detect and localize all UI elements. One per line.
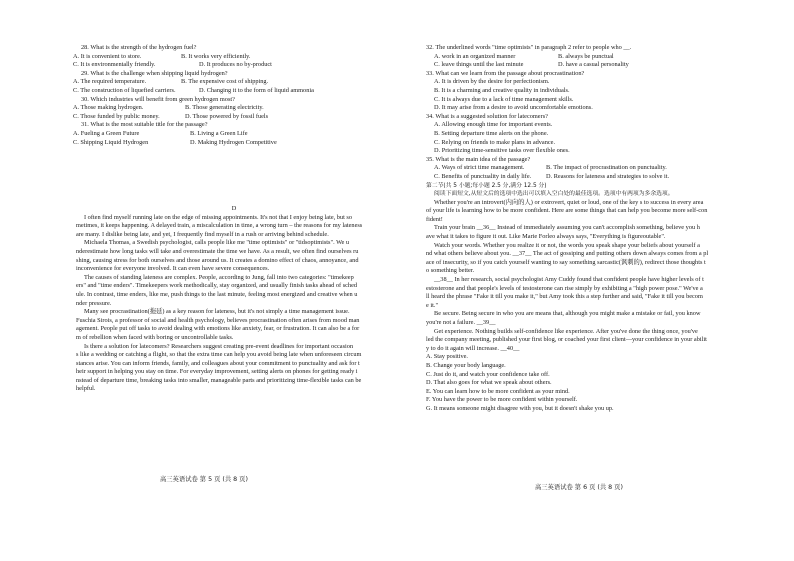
passage-line: o something better.: [426, 267, 475, 275]
passage-line: ave what it takes to figure it out. Like Marie Forleo always says, "Everything is figureoutable".: [426, 233, 666, 241]
passage-d-line: ers" and "time enders". Timekeepers work methodically, stay organized, and usually finish tasks ahead of sched: [76, 282, 358, 290]
q33-option-c: C. It is always due to a lack of time management skills.: [434, 95, 574, 103]
q32-stem: 32. The underlined words "time optimists" in paragraph 2 refer to people who __.: [426, 44, 632, 51]
q35-stem: 35. What is the main idea of the passage?: [426, 155, 531, 163]
passage-d-line: Michaela Thomas, a Swedish psychologist, calls people like me "time optimists" or "tidsoptimists". We u: [84, 239, 350, 247]
passage-line: you're not a failure. __39__: [426, 319, 496, 326]
q32-options-cd: [426, 61, 708, 70]
passage-line: Be secure. Being secure in who you are means that, although you might make a mistake or fail, you know: [434, 310, 701, 318]
q31-option-b: B. Living a Green Life: [190, 129, 248, 137]
q34-option-d: D. Prioritizing time-sensitive tasks over flexible ones.: [434, 147, 570, 155]
q31-option-d: D. Making Hydrogen Competitive: [190, 138, 277, 146]
passage-line: of your life is learning how to be more confident. Here are some things that can help you become more self-con: [426, 207, 708, 215]
passage-d-line: s like a wedding or catching a flight, so that the extra time can help you avoid being late when unforeseen circum: [76, 351, 362, 359]
passage-d-line: metimes, it keeps happening. A delayed train, a miscalculation in time, a wrong turn – the reasons for my lateness: [76, 222, 363, 230]
q35-options-cd: [426, 173, 708, 182]
q30-stem: 30. Which industries will benefit from green hydrogen most?: [81, 95, 235, 103]
q28-option-d: D. It produces no by-product: [199, 61, 272, 69]
passage-d-line: I often find myself running late on the edge of missing appointments. It's not that I enjoy being late, but so: [84, 213, 353, 221]
passage-d-line: m of rebellion when faced with boring or uncontrollable tasks.: [76, 333, 234, 341]
option-g: G. It means someone might disagree with you, but it doesn't shake you up.: [426, 404, 614, 412]
passage-line: estosterone and that people's levels of testosterone can rise simply by exhibiting a "high power pose." We've a: [426, 284, 703, 292]
passage-line: Get experience. Nothing builds self-confidence like experience. After you've done the thing once, you've: [434, 327, 698, 335]
page-footer: 高三英语试卷 第 5 页 (共 8 页): [160, 476, 248, 483]
q32-option-a: A. work in an organized manner: [434, 52, 516, 60]
q35-option-b: B. The impact of procrastination on punctuality.: [546, 164, 667, 172]
q31-options-ab: [73, 130, 314, 139]
option-d: D. That also goes for what we speak about others.: [426, 379, 552, 387]
q33-option-b: B. It is a charming and creative quality in individuals.: [434, 86, 570, 94]
q28-options-cd: [73, 61, 314, 70]
q30-options-cd: [73, 113, 314, 122]
passage-line: Train your brain __36__ Instead of immediately assuming you can't accomplish something, believe you h: [434, 224, 700, 232]
q29-option-a: A. The required temperature.: [73, 78, 147, 86]
option-e: E. You can learn how to be more confident as your mind.: [426, 387, 570, 395]
passage-d-line: nstead of departure time, breaking tasks into smaller, manageable parts and prioritizing time-flexible tasks can be: [76, 376, 362, 384]
passage-d-line: ule. In contrast, time enders, like me, push things to the last minute, feeling most energized and creative when u: [76, 290, 358, 298]
q35-option-c: C. Benefits of punctuality in daily life.: [434, 172, 532, 180]
q30-option-a: A. Those making hydrogen.: [73, 104, 144, 112]
q30-option-c: C. Those funded by public money.: [73, 112, 160, 120]
passage-d-line: nder pressure.: [76, 299, 112, 307]
passage-d-line: Many see procrastination(拖延) as a key reason for lateness, but it's not simply a time management issue.: [84, 308, 350, 316]
option-b: B. Change your body language.: [426, 361, 506, 369]
q29-stem: 29. What is the challenge when shipping liquid hydrogen?: [81, 69, 228, 77]
passage-d-line: Fuschia Sirois, a professor of social and health psychology, believes procrastination often arises from mood man: [76, 316, 360, 324]
passage-d-line: helpful.: [76, 385, 96, 393]
passage-d-heading: D: [231, 205, 237, 212]
q28-options-ab: [73, 53, 314, 62]
passage-d-line: shing, causing stress for both ourselves and those around us. It creates a domino effect of chaos, annoyance, and: [76, 256, 359, 264]
page-footer: 高三英语试卷 第 6 页 (共 8 页): [535, 484, 623, 491]
passage-line: led the company meeting, published your first blog, or coached your first client—your confidence in your abilit: [426, 336, 707, 344]
q31-stem: 31. What is the most suitable title for the passage?: [81, 121, 208, 129]
passage-line: Watch your words. Whether you realize it or not, the words you speak shape your beliefs about yourself a: [434, 241, 700, 249]
q35-option-d: D. Reasons for lateness and strategies to solve it.: [546, 172, 670, 180]
q29-option-c: C. The construction of liquefied carriers.: [73, 86, 176, 94]
q30-option-d: D. Those powered by fossil fuels: [185, 112, 269, 120]
questions-28-31: [73, 44, 314, 147]
passage-d-line: The causes of standing lateness are complex. People, according to Jung, fall into two categories: "timekeep: [84, 273, 354, 281]
passage-d-line: heir support in helping you stay on time. For everyday improvement, setting alerts on phones for getting ready i: [76, 368, 358, 376]
passage-line: Whether you're an introvert(内向的人) or extrovert, quiet or loud, one of the key s to success in every area: [434, 198, 704, 206]
passage-line: y to do it again will increase. __40__: [426, 344, 520, 352]
passage-d-line: Is there a solution for latecomers? Researchers suggest creating pre-event deadlines for important occasion: [84, 342, 354, 350]
q28-option-a: A. It is convenient to store.: [73, 52, 142, 60]
q32-option-c: C. leave things until the last minute: [434, 61, 524, 69]
q35-options-ab: [426, 164, 708, 173]
q32-options-ab: [426, 53, 708, 62]
passage-line: __38__ In her research, social psychologist Amy Cuddy found that confident people have higher levels of t: [434, 276, 704, 284]
q29-options-ab: [73, 78, 314, 87]
option-f: F. You have the power to be more confident within yourself.: [426, 396, 578, 404]
q30-option-b: B. Those generating electricity.: [185, 104, 264, 112]
passage-line: nd what others believe about you. __37__ The act of gossiping and putting others down always comes from a pl: [426, 250, 709, 258]
passage-line: ace of insecurity, so if you catch yourself wanting to say something sarcastic(讽刺的), redirect those thoughts t: [426, 258, 706, 266]
q31-options-cd: [73, 139, 314, 148]
q34-option-b: B. Setting departure time alerts on the phone.: [434, 129, 549, 137]
passage-d-line: are many. I dislike being late, and yet, I frequently find myself in a rush or arriving behind schedule.: [76, 230, 329, 238]
passage-d-line: nderestimate how long tasks will take and overestimate the time we have. As a result, we often find ourselves ru: [76, 247, 359, 255]
questions-32-35: [426, 44, 708, 414]
passage-line: fident!: [426, 215, 443, 223]
q30-options-ab: [73, 104, 314, 113]
q34-option-c: C. Relying on friends to make plans in advance.: [434, 138, 556, 146]
passage-line: e it.": [426, 301, 439, 309]
q33-option-d: D. It may arise from a desire to avoid uncomfortable emotions.: [434, 104, 593, 112]
passage-d-line: stances arise. You can inform friends, family, and colleagues about your commitment to punctuality and ask for t: [76, 359, 360, 367]
option-c: C. Just do it, and watch your confidence take off.: [426, 370, 550, 378]
q33-option-a: A. It is driven by the desire for perfectionism.: [434, 78, 550, 86]
q28-option-b: B. It works very efficiently.: [181, 52, 251, 60]
q29-options-cd: [73, 87, 314, 96]
q35-option-a: A. Ways of strict time management.: [434, 164, 525, 172]
exam-page-6: [397, 0, 794, 561]
q34-option-a: A. Allowing enough time for important events.: [434, 121, 553, 129]
q34-stem: 34. What is a suggested solution for latecomers?: [426, 112, 548, 120]
option-a: A. Stay positive.: [426, 353, 468, 361]
section2-instruction: 阅读下面短文,从短文后的选项中选出可以填入空白处的最佳选项。选项中有两项为多余选项。: [434, 191, 674, 198]
q33-stem: 33. What can we learn from the passage about procrastination?: [426, 69, 585, 77]
q28-stem: 28. What is the strength of the hydrogen fuel?: [81, 44, 197, 51]
section2-heading: 第二节(共 5 小题;每小题 2.5 分,满分 12.5 分): [426, 182, 547, 189]
q31-option-a: A. Fueling a Green Future: [73, 129, 140, 137]
passage-d-line: inconvenience for everyone involved. It can even have severe consequences.: [76, 265, 270, 273]
passage-d-line: agement. People put off tasks to avoid dealing with emotions like anxiety, fear, or frustration. It can also be a for: [76, 325, 360, 333]
passage-line: ll heard the phrase "Fake it till you make it," but Amy took this a step further and said, "Fake it till you becom: [426, 293, 703, 301]
passage-d: [76, 205, 392, 394]
q28-option-c: C. It is environmentally friendly.: [73, 61, 156, 69]
q32-option-d: D. have a casual personality: [558, 61, 629, 69]
q32-option-b: B. always be punctual: [558, 52, 614, 60]
q29-option-b: B. The expensive cost of shipping.: [181, 78, 269, 86]
q29-option-d: D. Changing it to the form of liquid ammonia: [199, 86, 314, 94]
q31-option-c: C. Shipping Liquid Hydrogen: [73, 138, 149, 146]
